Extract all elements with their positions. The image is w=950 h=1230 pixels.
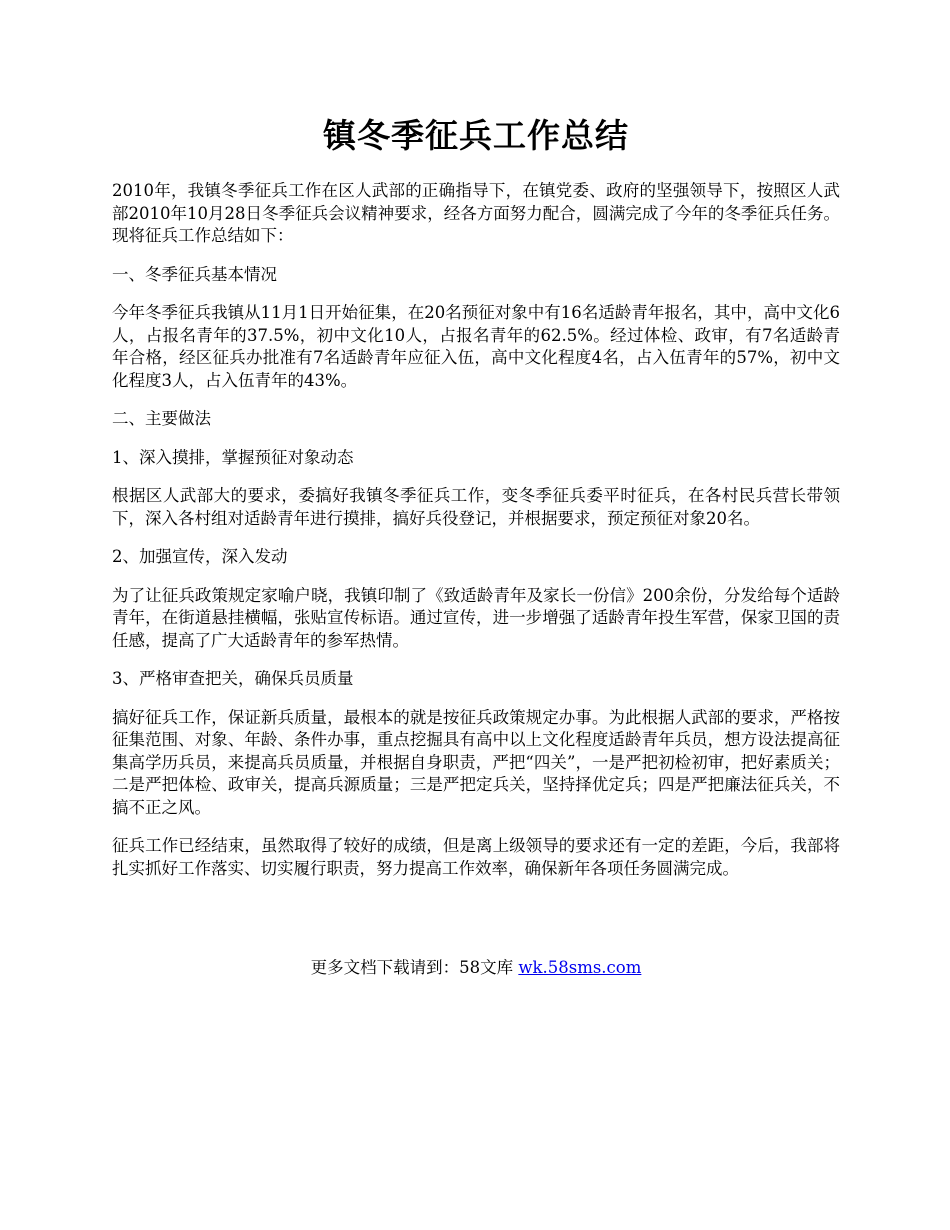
document-body [112, 180, 840, 896]
conclusion-paragraph: 征兵工作已经结束，虽然取得了较好的成绩，但是离上级领导的要求还有一定的差距，今后，我部将扎实抓好工作落实、切实履行职责，努力提高工作效率，确保新年各项任务圆满完成。 [112, 836, 840, 878]
footer-prefix: 更多文档下载请到：58文库 [310, 958, 519, 977]
publicity-paragraph: 为了让征兵政策规定家喻户晓，我镇印制了《致适龄青年及家长一份信》200余份，分发给每个适龄青年，在街道悬挂横幅，张贴宣传标语。通过宣传，进一步增强了适龄青年投生军营，保家卫国的责任感，提高了广大适龄青年的参军热情。 [112, 585, 840, 650]
quality-control-paragraph: 搞好征兵工作，保证新兵质量，最根本的就是按征兵政策规定办事。为此根据人武部的要求，严格按征集范围、对象、年龄、条件办事，重点挖掘具有高中以上文化程度适龄青年兵员，想方设法提高征集高学历兵员，来提高兵员质量，并根据自身职责，严把“四关”，一是严把初检初审，把好素质关；二是严把体检、政审关，提高兵源质量；三是严把定兵关，坚持择优定兵；四是严把廉法征兵关，不搞不正之风。 [112, 707, 840, 817]
subheading-quality-control: 3、严格审查把关，确保兵员质量 [112, 669, 354, 688]
section-heading-basic-situation: 一、冬季征兵基本情况 [112, 264, 277, 284]
basic-situation-paragraph: 今年冬季征兵我镇从11月1日开始征集，在20名预征对象中有16名适龄青年报名，其中，高中文化6人，占报名青年的37.5%，初中文化10人，占报名青年的62.5%。经过体检、政审，有7名适龄青年合格，经区征兵办批准有7名适龄青年应征入伍，高中文化程度4名，占入伍青年的57%，初中文化程度3人，占入伍青年的43%。 [112, 303, 840, 390]
intro-paragraph: 2010年，我镇冬季征兵工作在区人武部的正确指导下，在镇党委、政府的坚强领导下，按照区人武部2010年10月28日冬季征兵会议精神要求，经各方面努力配合，圆满完成了今年的冬季征兵任务。现将征兵工作总结如下： [112, 181, 840, 245]
download-footer [112, 956, 840, 980]
investigation-paragraph: 根据区人武部大的要求，委搞好我镇冬季征兵工作，变冬季征兵委平时征兵，在各村民兵营长带领下，深入各村组对适龄青年进行摸排，搞好兵役登记，并根据要求，预定预征对象20名。 [112, 486, 840, 528]
page-title: 镇冬季征兵工作总结 [323, 116, 629, 155]
section-heading-main-practices: 二、主要做法 [112, 409, 211, 428]
subheading-publicity: 2、加强宣传，深入发动 [112, 547, 288, 566]
footer-link[interactable]: wk.58sms.com [518, 958, 642, 977]
subheading-investigation: 1、深入摸排，掌握预征对象动态 [112, 447, 354, 467]
